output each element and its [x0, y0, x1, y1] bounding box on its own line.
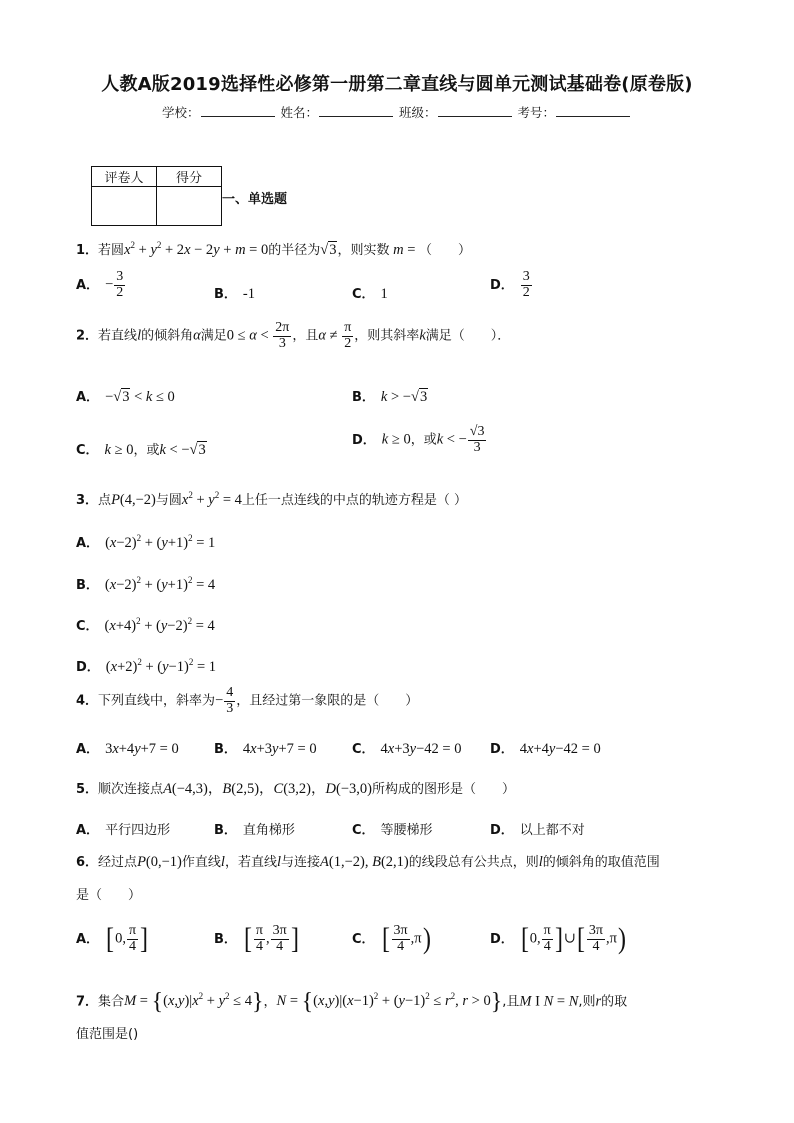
- formula: $x^2 + y^2 + 2x - 2y + m = 0$: [124, 240, 269, 258]
- question-text: 顺次连接点: [98, 782, 164, 797]
- question-text: 作直线: [181, 855, 221, 870]
- formula: √3: [320, 241, 337, 258]
- option-label: A．: [76, 823, 100, 838]
- option-label: B．: [214, 287, 237, 302]
- option-text: ，或: [133, 443, 160, 458]
- question-number: 7．: [76, 994, 99, 1010]
- option-label: B．: [214, 823, 237, 838]
- school-label: 学校：: [161, 105, 200, 120]
- question-text: 满足（ ）．: [425, 328, 511, 344]
- option-a[interactable]: A． 3x+4y+7 = 0: [76, 741, 179, 757]
- score-header: 得分: [157, 167, 222, 187]
- question-text: 的取: [601, 994, 628, 1010]
- question-text: ，则实数: [337, 242, 390, 258]
- question-text: 上任一点连线的中点的轨迹方程是（ ）: [241, 492, 468, 508]
- option-c[interactable]: C． $(x+4)^2 + (y-2)^2 = 4$: [76, 616, 215, 634]
- formula: $M = \{(x,y)|x^2 + y^2 \le 4\}$: [124, 989, 264, 1015]
- question-text: ,且: [502, 994, 520, 1010]
- option-label: A．: [76, 390, 100, 405]
- student-info-line: [0, 103, 794, 121]
- option-b[interactable]: [214, 283, 255, 303]
- option-label: B．: [214, 931, 237, 947]
- question-5: [76, 782, 515, 797]
- name-blank[interactable]: [319, 104, 393, 117]
- option-label: C．: [76, 443, 99, 458]
- option-label: C．: [352, 823, 375, 838]
- question-number: 2．: [76, 328, 99, 344]
- option-label: D．: [352, 432, 376, 448]
- formula: P(4,−2): [111, 491, 156, 508]
- option-label: B．: [76, 578, 99, 593]
- question-text: 经过点: [98, 855, 138, 870]
- option-a[interactable]: A． −√3 < k ≤ 0: [76, 389, 175, 405]
- question-text: ，且: [292, 328, 319, 344]
- question-text: ，且经过第一象限的是（ ）: [236, 693, 419, 709]
- question-7-continued: 值范围是(): [76, 1027, 139, 1042]
- grader-header: 评卷人: [92, 167, 157, 187]
- number-label: 考号：: [517, 105, 555, 120]
- fraction: $\frac{3}{2}$: [522, 269, 530, 300]
- option-label: A．: [76, 277, 100, 293]
- formula: $N = \{(x,y)|(x-1)^2 + (y-1)^2 \le r^2$, r > 0}: [276, 989, 503, 1015]
- option-c[interactable]: [352, 283, 388, 303]
- option-label: D．: [490, 277, 514, 293]
- question-number: 6．: [76, 855, 99, 870]
- option-c[interactable]: [352, 819, 433, 838]
- fraction: $\frac{2\pi}{3}$: [275, 320, 290, 351]
- option-b[interactable]: B． k > −√3: [352, 389, 428, 405]
- question-text: 与连接: [280, 855, 320, 870]
- option-text: ，或: [410, 432, 437, 448]
- question-number: 5．: [76, 782, 99, 797]
- question-text: 的线段总有公共点，则: [408, 855, 539, 870]
- option-b[interactable]: [214, 819, 295, 838]
- grader-cell[interactable]: [92, 187, 157, 226]
- formula: 0 ≤ α <: [226, 327, 273, 344]
- fraction: $\frac{√3}{3}$: [469, 424, 485, 455]
- option-b[interactable]: B． $(x-2)^2 + (y+1)^2 = 4$: [76, 575, 216, 593]
- option-b[interactable]: B． 4x+3y+7 = 0: [214, 741, 317, 757]
- option-a[interactable]: A． $(x-2)^2 + (y+1)^2 = 1$: [76, 533, 216, 551]
- formula: α ≠: [318, 327, 342, 344]
- number-blank[interactable]: [556, 104, 630, 117]
- formula: P(0,−1): [137, 854, 182, 870]
- question-text: 的半径为: [268, 242, 321, 258]
- option-label: A．: [76, 931, 100, 947]
- question-6-continued: 是（ ）: [76, 888, 142, 903]
- question-text: 集合: [98, 994, 125, 1010]
- question-text: 所构成的图形是（ ）: [371, 782, 515, 797]
- option-a[interactable]: [76, 819, 170, 838]
- formula: l: [276, 854, 281, 870]
- option-d[interactable]: D． [0, $\frac{\pi}{4}$ ]∪[ $\frac{3\pi}{4}$ ,π): [490, 922, 626, 956]
- question-text: 点: [98, 492, 112, 508]
- question-text: 若直线: [98, 328, 138, 344]
- school-blank[interactable]: [201, 104, 275, 117]
- page-title: 人教A版2019选择性必修第一册第二章直线与圆单元测试基础卷(原卷版): [101, 74, 693, 95]
- question-text: 满足: [200, 328, 227, 344]
- option-value: -1: [242, 286, 256, 302]
- question-number: 4．: [76, 693, 99, 709]
- option-label: C．: [352, 742, 375, 757]
- option-a[interactable]: A． − $\frac{3}{2}$: [76, 269, 124, 300]
- section-heading: 一、单选题: [222, 192, 288, 207]
- option-label: B．: [352, 390, 375, 405]
- formula: A(1,−2), B(2,1): [320, 854, 409, 870]
- option-d[interactable]: D． 4x+4y−42 = 0: [490, 741, 601, 757]
- option-d[interactable]: D． $(x+2)^2 + (y-1)^2 = 1$: [76, 657, 216, 675]
- formula: l: [538, 854, 543, 870]
- option-b[interactable]: B． [ $\frac{\pi}{4}$ , $\frac{3\pi}{4}$ ]: [214, 922, 299, 956]
- formula: =: [407, 241, 420, 258]
- option-label: C．: [76, 619, 99, 634]
- question-number: 3．: [76, 492, 99, 508]
- question-text: ，若直线: [224, 855, 277, 870]
- option-label: C．: [352, 287, 375, 302]
- fraction: $\frac{3}{2}$: [116, 269, 124, 300]
- question-text: ，则其斜率: [354, 328, 420, 344]
- option-label: D．: [490, 931, 514, 947]
- option-value: 1: [380, 286, 388, 302]
- option-a[interactable]: A． [0, $\frac{\pi}{4}$ ]: [76, 922, 149, 956]
- formula: M I N = N: [519, 993, 579, 1010]
- question-text: （ ）: [419, 242, 472, 258]
- option-c[interactable]: C． k ≥ 0，或k < −√3: [76, 442, 206, 458]
- formula: $x^2 + y^2 = 4$: [181, 490, 242, 508]
- question-text: ,则: [578, 994, 596, 1010]
- option-label: D．: [76, 660, 100, 675]
- question-text: 的倾斜角的取值范围: [542, 855, 660, 870]
- formula: l: [137, 327, 142, 344]
- option-label: A．: [76, 536, 100, 551]
- option-label: D．: [490, 823, 514, 838]
- score-cell[interactable]: [157, 187, 222, 226]
- fraction: $\frac{4}{3}$: [226, 685, 234, 716]
- question-number: 1．: [76, 242, 99, 258]
- fraction: $\frac{\pi}{2}$: [344, 320, 352, 351]
- option-text: 直角梯形: [242, 823, 295, 838]
- question-text: ，: [263, 994, 277, 1010]
- name-label: 姓名：: [280, 105, 318, 120]
- formula: r: [595, 993, 602, 1010]
- option-text: 等腰梯形: [380, 823, 433, 838]
- option-label: B．: [214, 742, 237, 757]
- option-d[interactable]: [490, 270, 533, 300]
- formula: k: [419, 327, 426, 344]
- question-4: 4．下列直线中，斜率为− $\frac{4}{3}$ ，且经过第一象限的是（ ）: [76, 685, 419, 716]
- question-2: [76, 321, 510, 351]
- option-label: D．: [490, 742, 514, 757]
- question-text: 与圆: [155, 492, 182, 508]
- option-label: A．: [76, 742, 100, 757]
- formula: m: [389, 241, 408, 258]
- formula: A(−4,3)，B(2,5)，C(3,2)，D(−3,0): [163, 781, 372, 797]
- question-text: 下列直线中，斜率为: [98, 693, 216, 709]
- question-6: [76, 855, 660, 870]
- grading-table: [91, 166, 222, 226]
- question-text: 的倾斜角: [141, 328, 194, 344]
- class-blank[interactable]: [438, 104, 512, 117]
- option-label: C．: [352, 931, 375, 947]
- option-text: 以上都不对: [519, 823, 585, 838]
- formula: l: [220, 854, 225, 870]
- question-7: [76, 990, 627, 1014]
- option-d[interactable]: D． k ≥ 0，或k < − $\frac{√3}{3}$: [352, 424, 485, 455]
- option-c[interactable]: C． [ $\frac{3\pi}{4}$ ,π): [352, 922, 431, 956]
- option-text: 平行四边形: [105, 823, 171, 838]
- question-1: [76, 241, 471, 257]
- class-label: 班级：: [398, 105, 437, 120]
- question-3: [76, 491, 467, 507]
- option-d[interactable]: [490, 819, 585, 838]
- question-text: 若圆: [98, 242, 125, 258]
- formula: α: [193, 327, 201, 344]
- option-c[interactable]: C． 4x+3y−42 = 0: [352, 741, 462, 757]
